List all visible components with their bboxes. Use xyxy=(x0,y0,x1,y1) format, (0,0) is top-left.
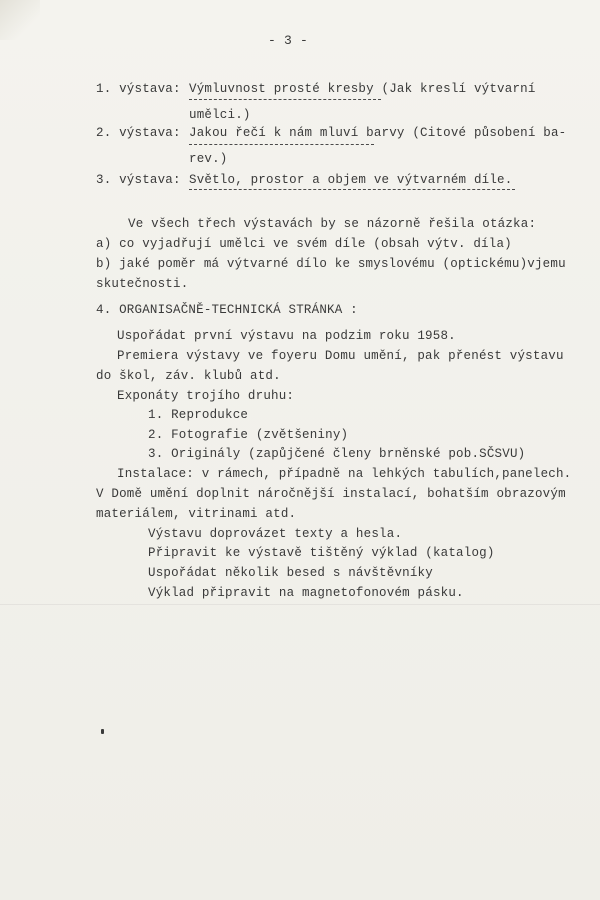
exhibition-3-underline xyxy=(189,189,515,190)
exhibition-1-label: 1. výstava: xyxy=(96,82,181,96)
exhibition-2-underline xyxy=(189,144,374,145)
body-line-11: Výstavu doprovázet texty a hesla. xyxy=(148,527,403,541)
section-heading: 4. ORGANISAČNĚ-TECHNICKÁ STRÁNKA : xyxy=(96,303,358,317)
body-line-7: 3. Originály (zapůjčené členy brněnské pob.SČSVU) xyxy=(148,447,526,461)
exhibition-3-title: Světlo, prostor a objem ve výtvarném díle. xyxy=(189,173,513,187)
body-line-14: Výklad připravit na magnetofonovém pásku. xyxy=(148,586,464,600)
exhibition-1-title: Výmluvnost prosté kresby (Jak kreslí výtvarní xyxy=(189,82,536,96)
body-line-4: Exponáty trojího druhu: xyxy=(117,389,295,403)
intro-line-2: a) co vyjadřují umělci ve svém díle (obsah výtv. díla) xyxy=(96,237,512,251)
intro-line-1: Ve všech třech výstavách by se názorně řešila otázka: xyxy=(128,217,537,231)
body-line-12: Připravit ke výstavě tištěný výklad (katalog) xyxy=(148,546,495,560)
intro-line-4: skutečnosti. xyxy=(96,277,189,291)
body-line-1: Uspořádat první výstavu na podzim roku 1958. xyxy=(117,329,456,343)
exhibition-2-title: Jakou řečí k nám mluví barvy (Citové působení ba- xyxy=(189,126,567,140)
body-line-2: Premiera výstavy ve foyeru Domu umění, pak přenést výstavu xyxy=(117,349,564,363)
exhibition-2-label: 2. výstava: xyxy=(96,126,181,140)
ink-speck xyxy=(101,729,104,734)
body-line-13: Uspořádat několik besed s návštěvníky xyxy=(148,566,433,580)
paper-fold-line xyxy=(0,604,600,605)
page-number: - 3 - xyxy=(268,33,309,48)
body-line-10: materiálem, vitrinami atd. xyxy=(96,507,297,521)
paper-corner-shadow xyxy=(0,0,40,40)
exhibition-3-label: 3. výstava: xyxy=(96,173,181,187)
body-line-5: 1. Reprodukce xyxy=(148,408,249,422)
body-line-6: 2. Fotografie (zvětšeniny) xyxy=(148,428,349,442)
body-line-8: Instalace: v rámech, případně na lehkých tabulích,panelech. xyxy=(117,467,572,481)
exhibition-2-title-cont: rev.) xyxy=(189,152,228,166)
exhibition-1-underline xyxy=(189,99,381,100)
exhibition-1-title-cont: umělci.) xyxy=(189,108,251,122)
body-line-3: do škol, záv. klubů atd. xyxy=(96,369,281,383)
intro-line-3: b) jaké poměr má výtvarné dílo ke smyslovému (optickému)vjemu xyxy=(96,257,566,271)
body-line-9: V Domě umění doplnit náročnější instalací, bohatším obrazovým xyxy=(96,487,566,501)
